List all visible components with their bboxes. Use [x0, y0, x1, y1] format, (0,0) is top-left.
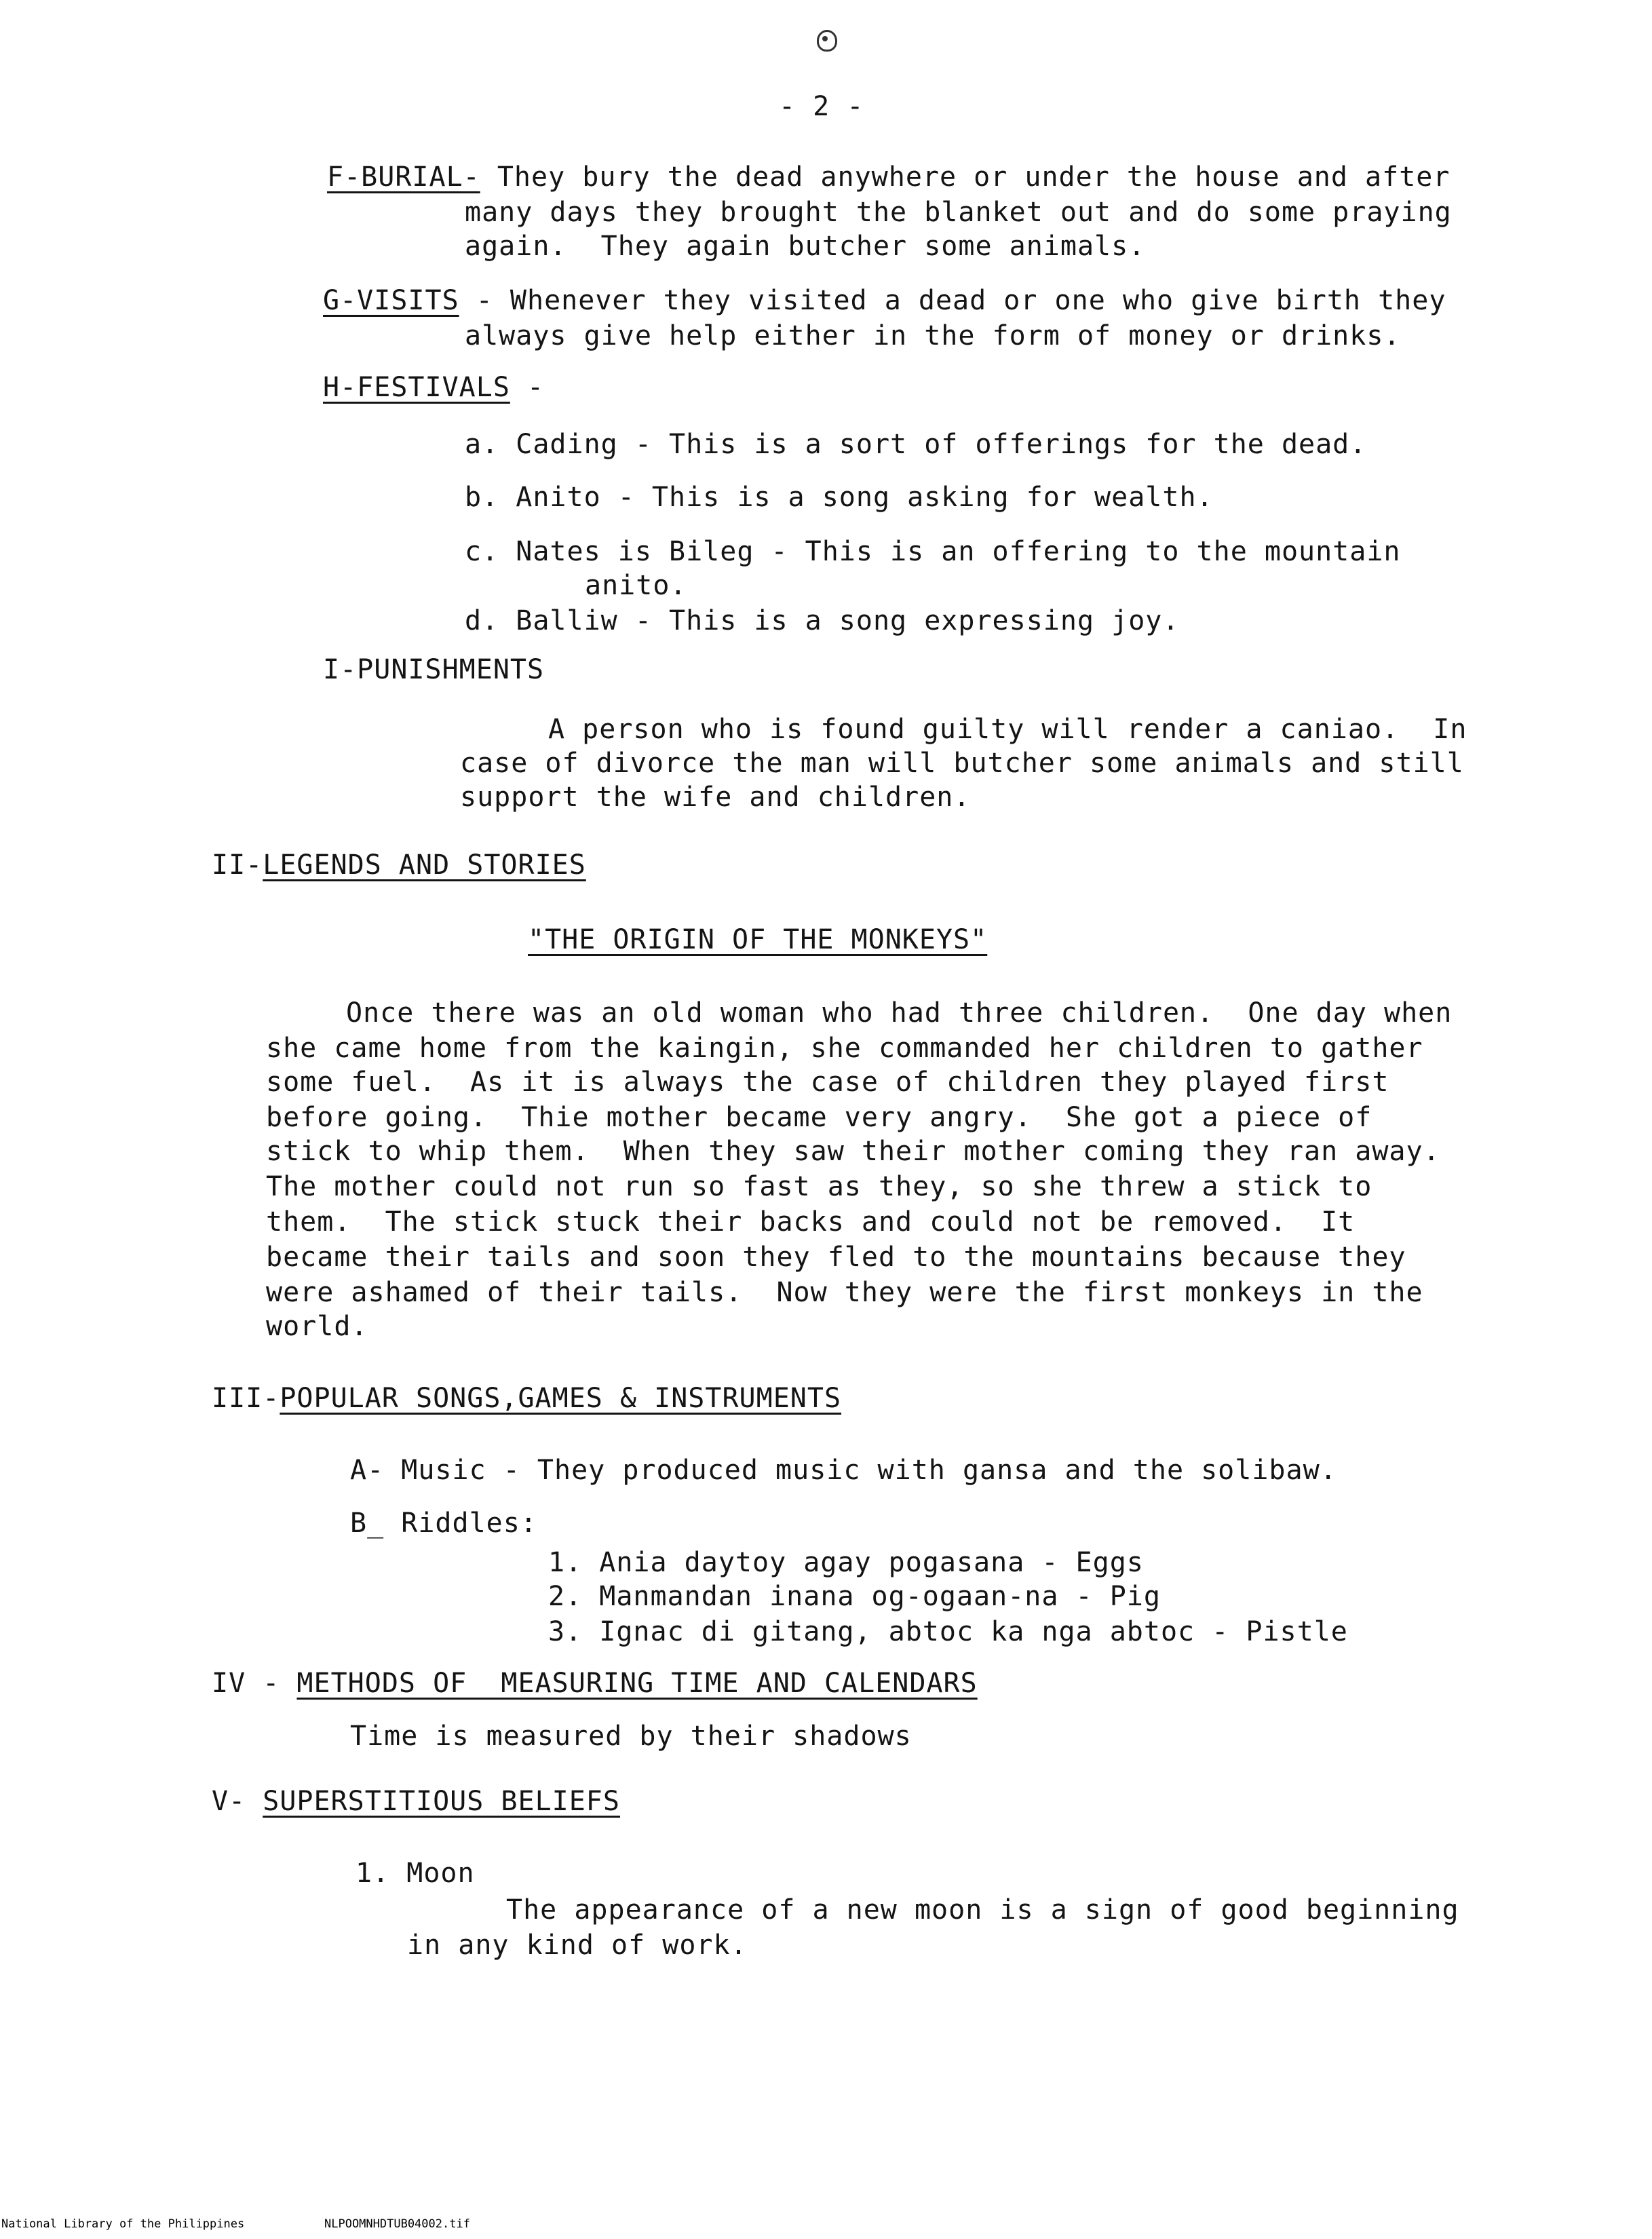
burial-line-1: They bury the dead anywhere or under the house and after [497, 161, 1451, 193]
riddles-label: B_ Riddles: [350, 1508, 537, 1539]
burial-section [327, 160, 1450, 194]
moon-item-label: 1. Moon [356, 1858, 475, 1889]
riddle-item: 2. Manmandan inana og-ogaan-na - Pig [548, 1581, 1161, 1612]
story-line: before going. Thie mother became very angry. She got a piece of [266, 1102, 1372, 1133]
story-line: world. [266, 1311, 368, 1342]
visits-line-1: - Whenever they visited a dead or one who give birth they [476, 285, 1446, 316]
festival-item: d. Balliw - This is a song expressing joy. [465, 605, 1180, 636]
festivals-label: H-FESTIVALS [323, 372, 510, 403]
songs-heading-text: POPULAR SONGS,GAMES & INSTRUMENTS [280, 1383, 842, 1414]
story-line: were ashamed of their tails. Now they were the first monkeys in the [266, 1277, 1423, 1308]
footer-filename: NLPOOMNHDTUB04002.tif [324, 2217, 470, 2231]
festivals-heading [323, 370, 544, 404]
legends-heading [212, 848, 586, 882]
moon-line-1: The appearance of a new moon is a sign of good beginning [506, 1894, 1459, 1926]
superstitions-heading-prefix: V- [212, 1786, 263, 1817]
story-title: "THE ORIGIN OF THE MONKEYS" [528, 924, 988, 955]
time-heading-prefix: IV - [212, 1668, 297, 1699]
riddle-item: 3. Ignac di gitang, abtoc ka nga abtoc - Pistle [548, 1616, 1348, 1647]
story-line: them. The stick stuck their backs and could not be removed. It [266, 1206, 1356, 1238]
punishments-line-3: support the wife and children. [460, 782, 971, 813]
visits-label: G-VISITS [323, 285, 459, 316]
story-line: stick to whip them. When they saw their mother coming they ran away. [266, 1136, 1440, 1167]
time-line-1: Time is measured by their shadows [350, 1721, 912, 1752]
punishments-line-1: A person who is found guilty will render a caniao. In [548, 714, 1467, 745]
songs-heading [212, 1381, 841, 1415]
riddle-item: 1. Ania daytoy agay pogasana - Eggs [548, 1547, 1144, 1578]
festival-item: c. Nates is Bileg - This is an offering to the mountain [465, 536, 1401, 567]
festivals-dash: - [527, 372, 545, 403]
moon-line-2: in any kind of work. [407, 1930, 748, 1961]
story-line: some fuel. As it is always the case of children they played first [266, 1067, 1389, 1098]
visits-section [323, 284, 1446, 318]
punishments-label: I-PUNISHMENTS [323, 654, 545, 685]
punishments-line-2: case of divorce the man will butcher some animals and still [460, 748, 1464, 779]
superstitions-heading [212, 1784, 620, 1818]
time-heading-text: METHODS OF MEASURING TIME AND CALENDARS [296, 1668, 978, 1699]
page-number: - 2 - [779, 91, 864, 122]
festival-item: a. Cading - This is a sort of offerings for the dead. [465, 429, 1367, 460]
time-heading [212, 1666, 978, 1700]
legends-heading-prefix: II- [212, 849, 263, 881]
superstitions-heading-text: SUPERSTITIOUS BELIEFS [263, 1786, 620, 1817]
story-line: The mother could not run so fast as they, so she threw a stick to [266, 1171, 1372, 1202]
festival-item-continuation: anito. [585, 570, 687, 601]
legends-heading-text: LEGENDS AND STORIES [263, 849, 586, 881]
story-line: she came home from the kaingin, she commanded her children to gather [266, 1033, 1423, 1064]
visits-line-2: always give help either in the form of money or drinks. [465, 320, 1401, 351]
burial-label: F-BURIAL- [327, 161, 480, 193]
songs-heading-prefix: III- [212, 1383, 280, 1414]
footer-library: National Library of the Philippines [1, 2217, 245, 2231]
music-line: A- Music - They produced music with gansa and the solibaw. [350, 1455, 1337, 1486]
burial-line-3: again. They again butcher some animals. [465, 231, 1146, 262]
story-line: became their tails and soon they fled to the mountains because they [266, 1242, 1406, 1273]
story-line: Once there was an old woman who had three children. One day when [346, 997, 1453, 1029]
burial-line-2: many days they brought the blanket out and do some praying [465, 197, 1452, 228]
festival-item: b. Anito - This is a song asking for wealth. [465, 482, 1214, 513]
library-stamp-icon [817, 30, 837, 52]
